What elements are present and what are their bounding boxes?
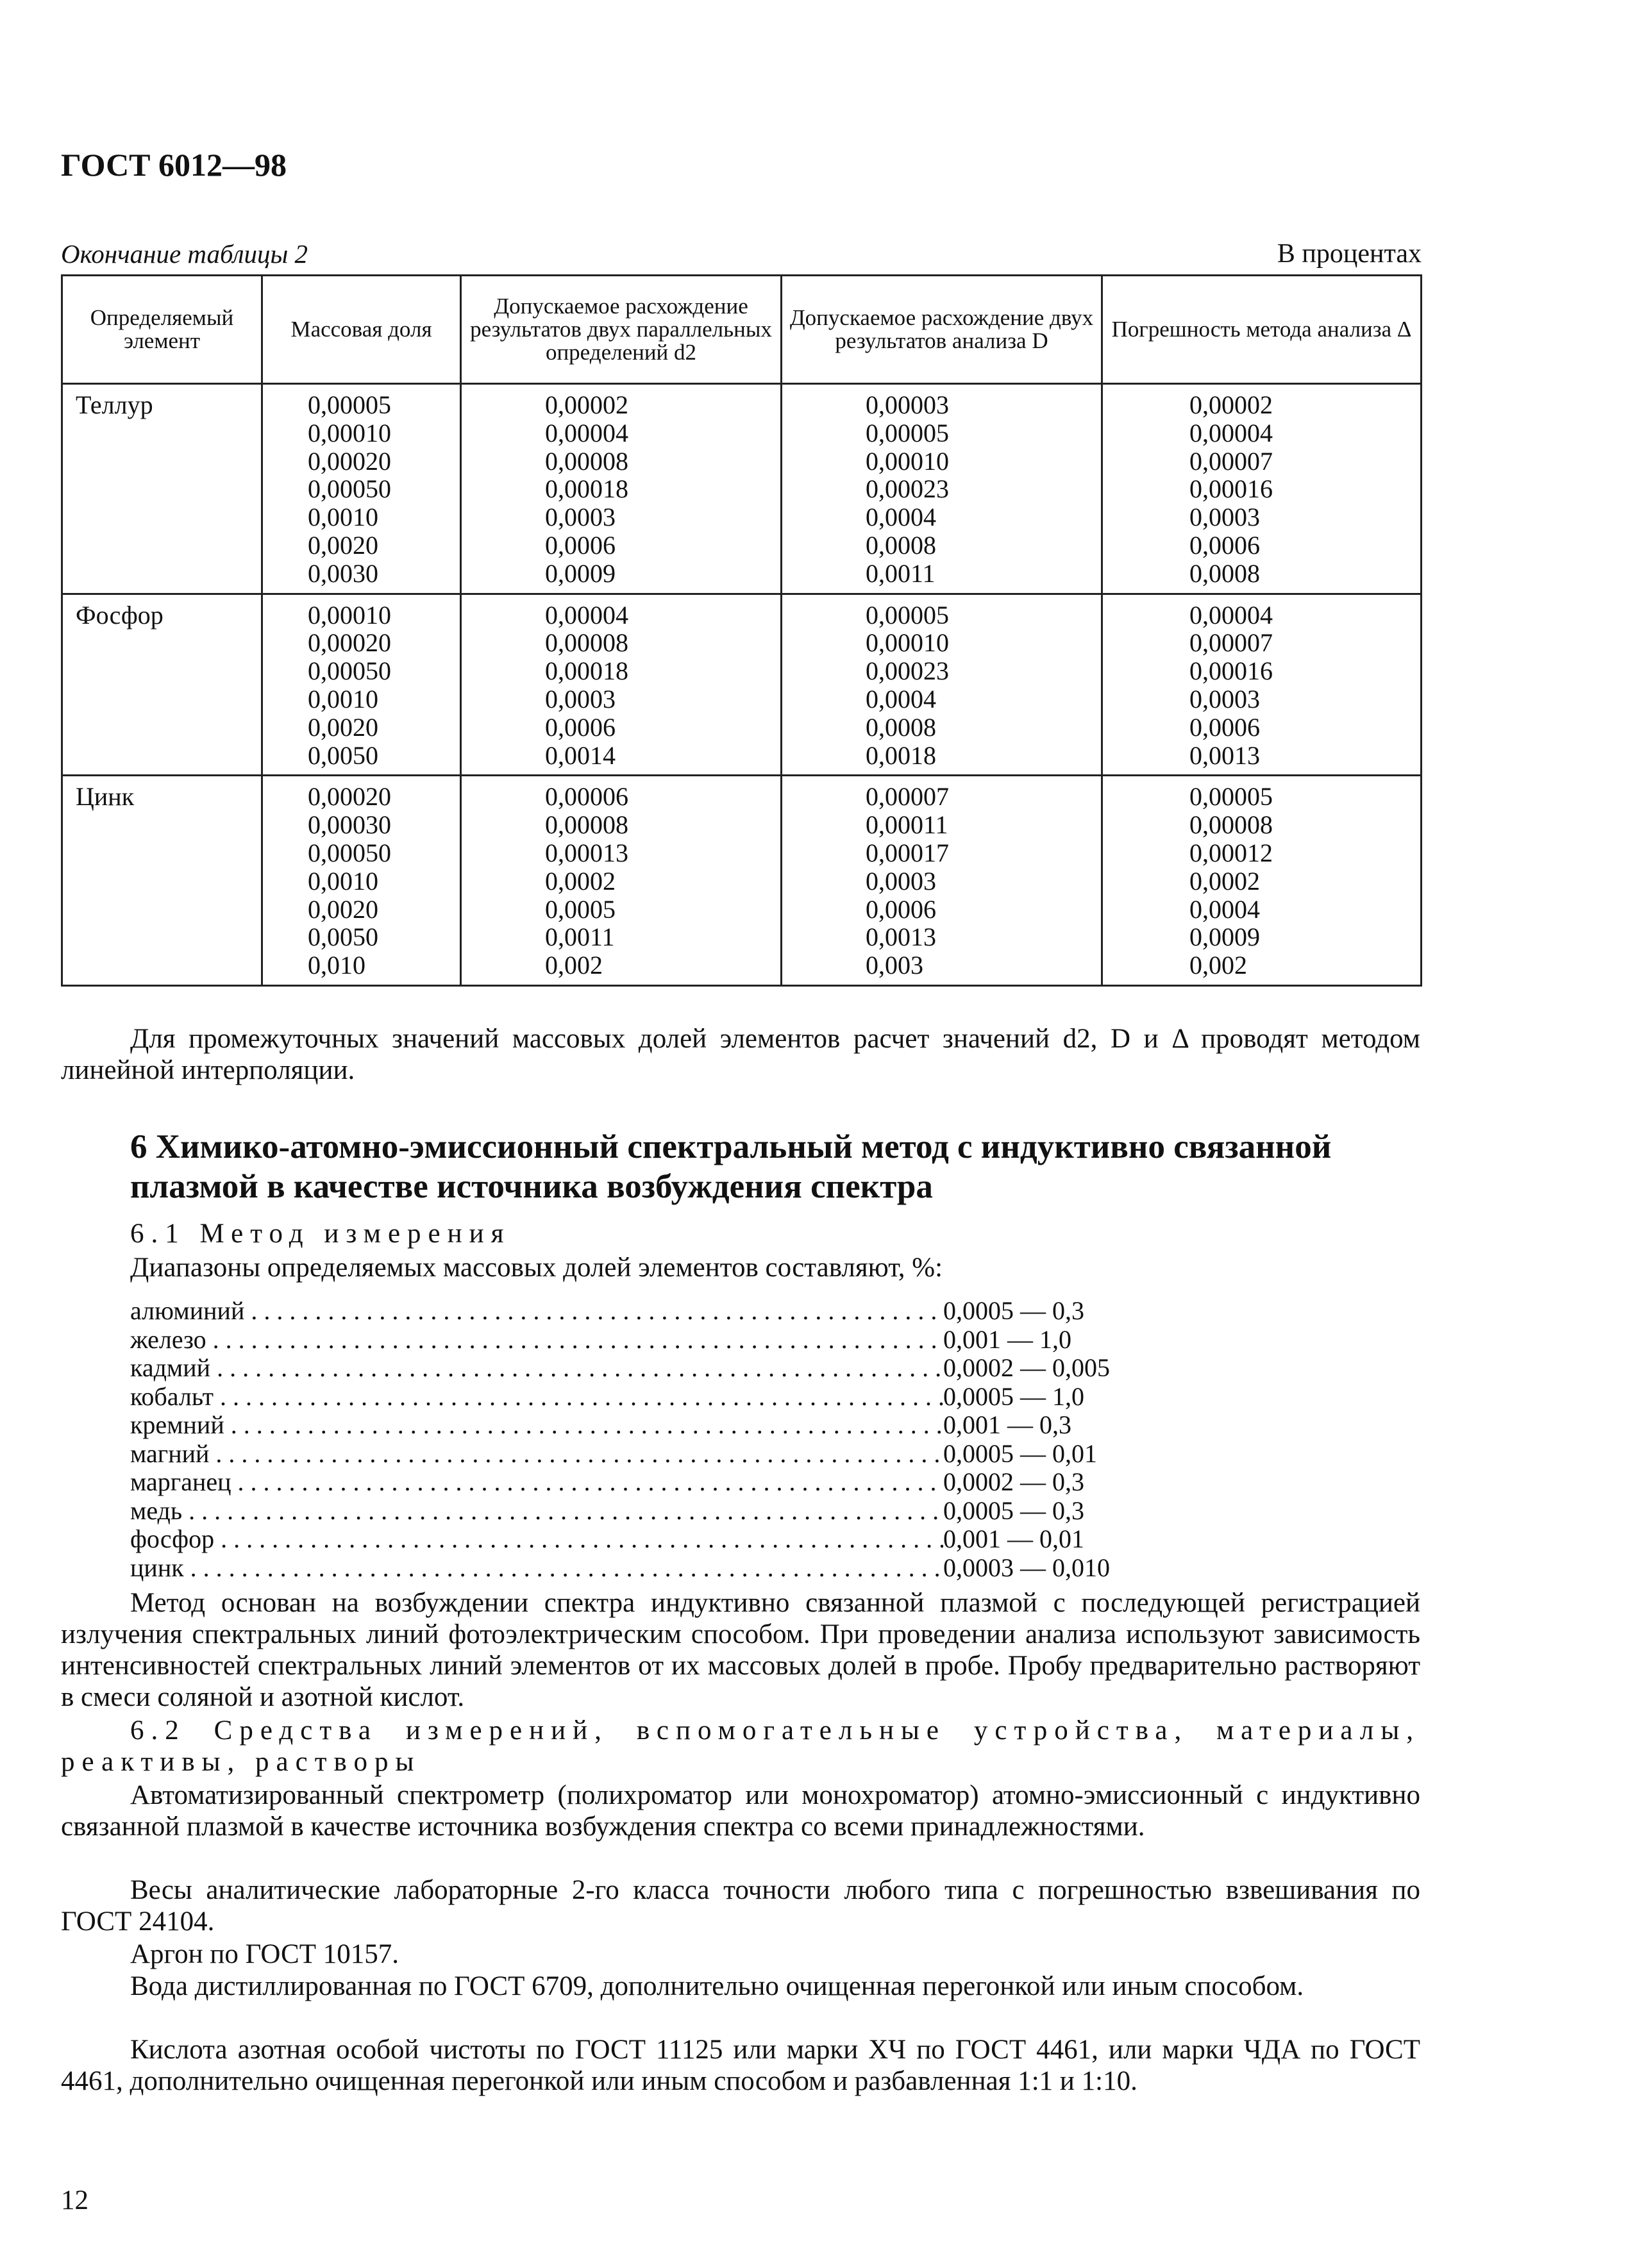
mass-value: 0,010 xyxy=(308,951,365,980)
d2-value: 0,00018 xyxy=(545,656,628,686)
range-element-name: кобальт . . . xyxy=(130,1383,943,1412)
range-item xyxy=(130,1440,1110,1469)
column-header-delta: Погрешность метода анализа Δ xyxy=(1102,276,1422,384)
delta-value: 0,0006 xyxy=(1189,530,1260,560)
delta-value: 0,0008 xyxy=(1189,558,1260,588)
range-item xyxy=(130,1525,1110,1554)
d2-value: 0,002 xyxy=(545,951,603,980)
d2-value: 0,00008 xyxy=(545,810,628,840)
subsection-6-1-title-text: 6.1 Метод измерения xyxy=(130,1219,511,1249)
D-value: 0,00017 xyxy=(866,838,949,867)
reagent-nitric-acid: Кислота азотная особой чистоты по ГОСТ 11125 или марки ХЧ по ГОСТ 4461, или марки ЧДА по ГОСТ 4461, дополнительно очищенная перегонкой или иным способом и разбавленная 1:1 и 1:10. xyxy=(61,2035,1420,2096)
range-value: 0,0002 — 0,3 xyxy=(943,1467,1084,1496)
mass-value: 0,0030 xyxy=(308,558,378,588)
D-value: 0,00007 xyxy=(866,782,949,812)
table-caption: Окончание таблицы 2 xyxy=(61,239,308,269)
mass-value: 0,00050 xyxy=(308,656,391,686)
delta-value: 0,00007 xyxy=(1189,446,1273,476)
ranges-list xyxy=(130,1297,1110,1582)
delta-value: 0,0006 xyxy=(1189,712,1260,742)
d2-value: 0,00004 xyxy=(545,418,628,447)
d2-value: 0,0002 xyxy=(545,866,616,896)
range-value: 0,0005 — 1,0 xyxy=(943,1381,1084,1411)
page-number: 12 xyxy=(61,2185,88,2215)
delta-value: 0,0003 xyxy=(1189,503,1260,532)
mass-value: 0,00010 xyxy=(308,600,391,630)
delta-value: 0,0002 xyxy=(1189,866,1260,896)
D-value: 0,0018 xyxy=(866,740,936,770)
mass-value: 0,0010 xyxy=(308,684,378,713)
range-element-name: магний . . . xyxy=(130,1440,943,1469)
mass-value: 0,00050 xyxy=(308,838,391,867)
method-paragraph: Метод основан на возбуждении спектра индуктивно связанной плазмой с последующей регистрацией излучения спектральных линий фотоэлектрическим способом. При проведении анализа используют зависимость интенсивностей спектральных линий элементов от их массовых долей в пробе. Пробу предварительно растворяют в смеси соляной и азотной кислот. xyxy=(61,1588,1420,1712)
delta-value: 0,00007 xyxy=(1189,628,1273,658)
d2-value: 0,00006 xyxy=(545,782,628,812)
D-value: 0,00003 xyxy=(866,390,949,419)
range-value: 0,0002 — 0,005 xyxy=(943,1353,1110,1382)
delta-value: 0,002 xyxy=(1189,951,1247,980)
material-water: Вода дистиллированная по ГОСТ 6709, дополнительно очищенная перегонкой или иным способом. xyxy=(130,1971,1304,2001)
column-header-D: Допускаемое расхождение двух результатов анализа D xyxy=(782,276,1102,384)
delta-value: 0,00008 xyxy=(1189,810,1273,840)
subsection-6-2-title-text: 6.2 Средства измерений, вспомогательные устройства, материалы, реактивы, растворы xyxy=(61,1715,1420,1777)
D-value: 0,003 xyxy=(866,951,923,980)
delta-value: 0,0013 xyxy=(1189,740,1260,770)
range-item xyxy=(130,1497,1110,1526)
D-value: 0,0004 xyxy=(866,684,936,713)
range-element-name: цинк . . . xyxy=(130,1554,943,1583)
table-units: В процентах xyxy=(1277,239,1422,269)
D-value: 0,00005 xyxy=(866,418,949,447)
column-header-mass: Массовая доля xyxy=(262,276,461,384)
element-name-cell: Теллур xyxy=(62,384,262,594)
range-element-name: железо . . . xyxy=(130,1326,943,1355)
d2-value: 0,0003 xyxy=(545,503,616,532)
D-value: 0,00010 xyxy=(866,446,949,476)
d2-value: 0,00002 xyxy=(545,390,628,419)
d2-value: 0,0006 xyxy=(545,712,616,742)
d2-values-cell xyxy=(461,776,782,986)
D-value: 0,0004 xyxy=(866,503,936,532)
range-value: 0,001 — 0,3 xyxy=(943,1410,1071,1439)
D-value: 0,00005 xyxy=(866,600,949,630)
d2-value: 0,0003 xyxy=(545,684,616,713)
D-values-cell xyxy=(782,384,1102,594)
range-item xyxy=(130,1468,1110,1497)
table-row xyxy=(62,776,1422,986)
mass-value: 0,00030 xyxy=(308,810,391,840)
mass-value: 0,0020 xyxy=(308,530,378,560)
D-value: 0,00010 xyxy=(866,628,949,658)
mass-values-cell xyxy=(262,384,461,594)
range-item xyxy=(130,1354,1110,1383)
delta-values-cell xyxy=(1102,776,1422,986)
mass-value: 0,00005 xyxy=(308,390,391,419)
D-value: 0,00023 xyxy=(866,656,949,686)
table-row xyxy=(62,384,1422,594)
d2-value: 0,0006 xyxy=(545,530,616,560)
D-value: 0,0008 xyxy=(866,530,936,560)
delta-value: 0,00012 xyxy=(1189,838,1273,867)
range-value: 0,0005 — 0,3 xyxy=(943,1496,1084,1525)
mass-value: 0,0020 xyxy=(308,894,378,924)
ranges-intro: Диапазоны определяемых массовых долей элементов составляют, %: xyxy=(130,1253,943,1283)
d2-value: 0,00008 xyxy=(545,628,628,658)
mass-value: 0,0050 xyxy=(308,922,378,952)
element-name-cell: Фосфор xyxy=(62,594,262,776)
range-value: 0,0003 — 0,010 xyxy=(943,1553,1110,1582)
mass-value: 0,00020 xyxy=(308,628,391,658)
range-item xyxy=(130,1326,1110,1355)
element-name-cell: Цинк xyxy=(62,776,262,986)
mass-value: 0,0050 xyxy=(308,740,378,770)
section-6-heading: 6 Химико-атомно-эмиссионный спектральный метод с индуктивно связанной плазмой в качестве источника возбуждения спектра xyxy=(130,1128,1332,1205)
delta-value: 0,00002 xyxy=(1189,390,1273,419)
d2-value: 0,0014 xyxy=(545,740,616,770)
range-element-name: кремний . . . xyxy=(130,1411,943,1440)
tolerance-table xyxy=(61,274,1422,987)
delta-values-cell xyxy=(1102,594,1422,776)
subsection-6-1-title xyxy=(130,1218,1420,1249)
delta-value: 0,0004 xyxy=(1189,894,1260,924)
d2-value: 0,00004 xyxy=(545,600,628,630)
mass-value: 0,0020 xyxy=(308,712,378,742)
standard-title: ГОСТ 6012—98 xyxy=(61,147,287,183)
d2-values-cell xyxy=(461,594,782,776)
delta-value: 0,00005 xyxy=(1189,782,1273,812)
d2-value: 0,0009 xyxy=(545,558,616,588)
mass-value: 0,0010 xyxy=(308,503,378,532)
range-value: 0,0005 — 0,3 xyxy=(943,1296,1084,1325)
mass-values-cell xyxy=(262,776,461,986)
d2-values-cell xyxy=(461,384,782,594)
D-value: 0,00023 xyxy=(866,474,949,504)
table-row xyxy=(62,594,1422,776)
range-value: 0,001 — 0,01 xyxy=(943,1524,1084,1553)
material-argon: Аргон по ГОСТ 10157. xyxy=(130,1939,399,1969)
interpolation-note: Для промежуточных значений массовых долей элементов расчет значений d2, D и Δ проводят методом линейной интерполяции. xyxy=(61,1024,1420,1085)
equipment-balance: Весы аналитические лабораторные 2-го класса точности любого типа с погрешностью взвешивания по ГОСТ 24104. xyxy=(61,1875,1420,1937)
column-header-element: Определяемый элемент xyxy=(62,276,262,384)
D-values-cell xyxy=(782,594,1102,776)
range-element-name: марганец . . . xyxy=(130,1468,943,1497)
table-header-row xyxy=(62,276,1422,384)
mass-value: 0,00020 xyxy=(308,446,391,476)
D-value: 0,0013 xyxy=(866,922,936,952)
d2-value: 0,0011 xyxy=(545,922,615,952)
d2-value: 0,00008 xyxy=(545,446,628,476)
D-value: 0,0006 xyxy=(866,894,936,924)
D-value: 0,00011 xyxy=(866,810,948,840)
range-element-name: медь . . . xyxy=(130,1497,943,1526)
delta-value: 0,00004 xyxy=(1189,418,1273,447)
delta-value: 0,00016 xyxy=(1189,656,1273,686)
range-item xyxy=(130,1383,1110,1412)
equipment-spectrometer: Автоматизированный спектрометр (полихроматор или монохроматор) атомно-эмиссионный с индуктивно связанной плазмой в качестве источника возбуждения спектра со всеми принадлежностями. xyxy=(61,1780,1420,1842)
d2-value: 0,0005 xyxy=(545,894,616,924)
mass-value: 0,00020 xyxy=(308,782,391,812)
column-header-d2: Допускаемое расхождение результатов двух параллельных определений d2 xyxy=(461,276,782,384)
range-item xyxy=(130,1297,1110,1326)
delta-value: 0,0009 xyxy=(1189,922,1260,952)
mass-values-cell xyxy=(262,594,461,776)
D-values-cell xyxy=(782,776,1102,986)
range-value: 0,0005 — 0,01 xyxy=(943,1438,1097,1468)
delta-values-cell xyxy=(1102,384,1422,594)
delta-value: 0,00016 xyxy=(1189,474,1273,504)
mass-value: 0,00050 xyxy=(308,474,391,504)
mass-value: 0,0010 xyxy=(308,866,378,896)
delta-value: 0,0003 xyxy=(1189,684,1260,713)
delta-value: 0,00004 xyxy=(1189,600,1273,630)
d2-value: 0,00013 xyxy=(545,838,628,867)
range-element-name: кадмий . . . xyxy=(130,1354,943,1383)
range-item xyxy=(130,1554,1110,1583)
range-value: 0,001 — 1,0 xyxy=(943,1324,1071,1354)
subsection-6-2-title xyxy=(61,1715,1420,1778)
range-item xyxy=(130,1411,1110,1440)
range-element-name: фосфор . . . xyxy=(130,1525,943,1554)
D-value: 0,0008 xyxy=(866,712,936,742)
range-element-name: алюминий . . . xyxy=(130,1297,943,1326)
mass-value: 0,00010 xyxy=(308,418,391,447)
D-value: 0,0011 xyxy=(866,558,936,588)
D-value: 0,0003 xyxy=(866,866,936,896)
d2-value: 0,00018 xyxy=(545,474,628,504)
